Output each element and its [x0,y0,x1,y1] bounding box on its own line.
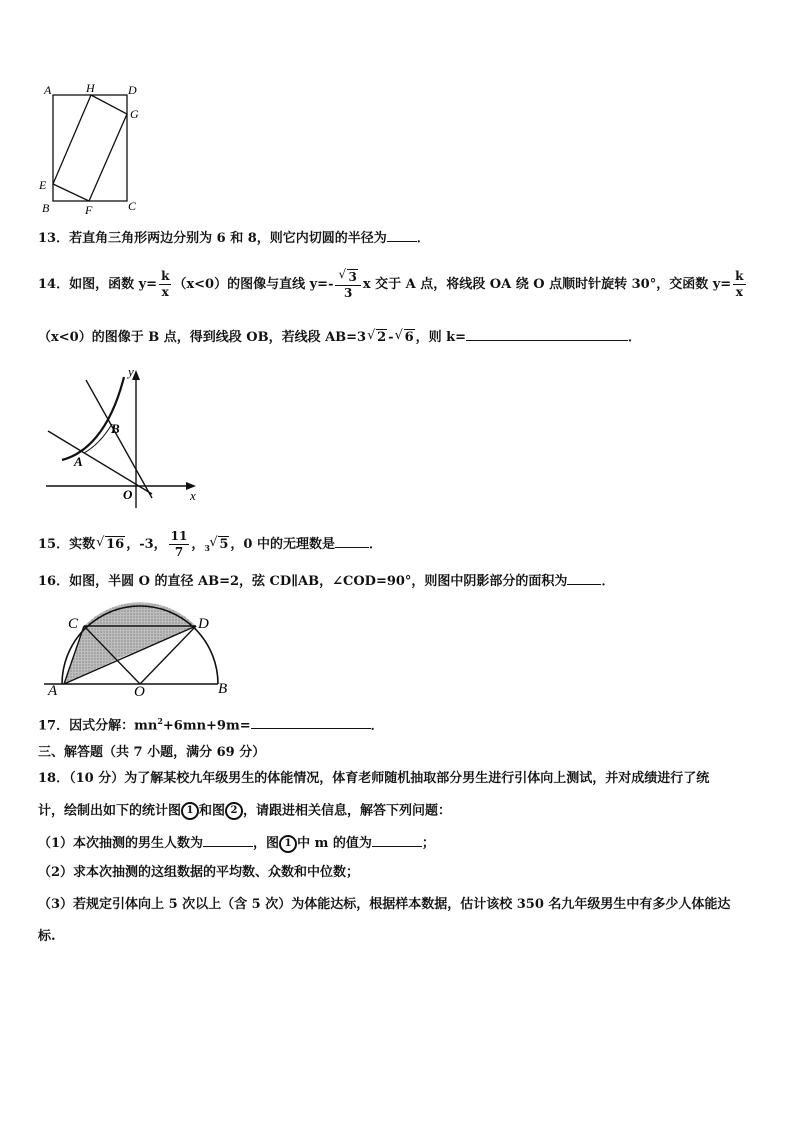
q14-minus: - [388,330,394,345]
q15-part1: 15．实数 [38,537,96,552]
graph-label-x: x [190,488,196,503]
q14-frac-k-over-x [159,269,171,300]
q14-part3: x 交于 A 点，将线段 OA 绕 O 点顺时针旋转 30°，交函数 y= [362,277,732,292]
semi-label-d: D [198,616,209,632]
rect-label-b: B [42,201,50,215]
q18-sub1 [38,834,435,853]
q15-sep: ， [191,537,205,552]
graph-label-y: y [128,364,134,379]
semicircle-figure [40,598,240,698]
sqrt3-value: √ 3 [348,269,357,284]
q18-line2c: ，请跟进相关信息，解答下列问题： [243,803,452,819]
q15-end: ． [368,537,382,552]
question-13 [38,229,430,248]
q14-frac-sqrt3-over-3 [335,269,360,301]
q18-sub1d: ； [421,836,435,851]
q16-end: ． [601,574,615,589]
q13-text: 13．若直角三角形两边分别为 6 和 8，则它内切圆的半径为 [38,231,387,246]
q14-frac-3-denominator: 3 [343,285,353,300]
sqrt16-radical [96,528,125,562]
rectangle-figure [36,78,146,218]
cube-root-radical [209,528,229,562]
q18-line2b: 和图 [199,803,226,819]
q15-cube-root [204,537,230,552]
q18-count-blank[interactable] [203,834,253,847]
question-14-line2 [38,328,641,347]
semi-label-b: B [218,681,228,697]
q16-text: 16．如图，半圆 O 的直径 AB=2，弦 CD∥AB，∠COD=90°，则图中阴影部分的面积为 [38,574,568,589]
q14-frac2-numerator: k [735,269,744,283]
section-3-heading: 三、解答题（共 7 小题，满分 69 分） [38,745,266,760]
q17-end: ． [370,718,384,734]
q15-answer-blank[interactable] [335,535,369,548]
q14-end: ． [628,330,642,345]
q15-frac-numerator: 11 [170,529,188,543]
q14-part2: （x<0）的图像与直线 y=- [173,277,334,292]
rect-label-d: D [128,83,137,97]
sqrt6-value: 6 [404,330,414,345]
question-14-line1 [38,268,748,302]
q17-exponent: 2 [157,716,163,726]
graph-label-a: A [74,454,83,469]
question-15 [38,528,382,562]
question-17 [38,712,384,735]
q18-m-blank[interactable] [372,834,422,847]
q14-line2-part2: ，则 k= [415,330,467,345]
rect-label-g: G [130,107,139,121]
q15-frac-denominator: 7 [174,545,184,559]
q15-frac-11-over-7 [169,529,190,560]
q14-frac2-denominator: x [735,285,743,299]
q17-answer-blank[interactable] [251,716,371,729]
q18-line2a: 计，绘制出如下的统计图 [38,803,182,819]
graph-label-b: B [111,421,120,436]
semi-label-a: A [48,683,58,698]
q15-part2: ，-3， [126,537,167,552]
q15-part3: ，0 中的无理数是 [230,537,335,552]
q13-answer-blank[interactable] [387,229,417,242]
q18-line1: 18．（10 分）为了解某校九年级男生的体能情况，体育老师随机抽取部分男生进行引体向上测试，并对成绩进行了统 [38,771,710,786]
cube-root-value: 5 [219,537,229,552]
q16-answer-blank[interactable] [567,572,601,585]
q13-end: ． [416,231,430,246]
question-16 [38,572,614,591]
q14-sqrt3-numerator [335,269,360,286]
sqrt2-value: 2 [377,330,387,345]
cube-root-index: 3 [204,543,210,553]
q18-sub1c: 中 m 的值为 [297,836,372,851]
q18-sub3-line2: 标. [38,929,56,944]
q14-part1: 14．如图，函数 y= [38,277,158,292]
semi-label-c: C [68,616,79,632]
rect-label-e: E [39,178,47,192]
rect-label-c: C [128,199,137,213]
q14-frac-k-over-x-2 [733,269,745,300]
q14-answer-blank[interactable] [466,328,628,341]
rect-label-h: H [86,81,95,95]
sqrt16-value: 16 [106,537,125,552]
q18-sub2: （2）求本次抽测的这组数据的平均数、众数和中位数； [38,865,360,880]
q17-part2: +6mn+9m= [162,718,251,734]
figure-2-circled-number: 2 [225,802,243,820]
semi-label-o: O [134,684,145,698]
q18-line2 [38,802,451,821]
sqrt2-radical [367,329,387,347]
rect-label-f: F [85,203,93,217]
q17-part1: 17．因式分解：mn [38,718,158,734]
figure-1-circled-ref: 1 [279,835,297,853]
q14-frac-numerator: k [161,269,170,283]
q18-sub3-line1: （3）若规定引体向上 5 次以上（含 5 次）为体能达标，根据样本数据，估计该校 350 名九年级男生中有多少人体能达 [38,897,731,912]
q18-sub1a: （1）本次抽测的男生人数为 [38,836,204,851]
q14-line2-part1: （x<0）的图像于 B 点，得到线段 OB，若线段 AB=3 [38,330,367,345]
q14-frac-denominator: x [161,285,169,299]
figure-1-circled-number: 1 [181,802,199,820]
rect-label-a: A [44,83,52,97]
graph-label-o: O [123,487,133,502]
sqrt3-radical [338,269,357,285]
q18-sub1b: ，图 [253,836,280,851]
function-graph-figure [40,362,210,510]
sqrt6-radical [395,329,415,347]
